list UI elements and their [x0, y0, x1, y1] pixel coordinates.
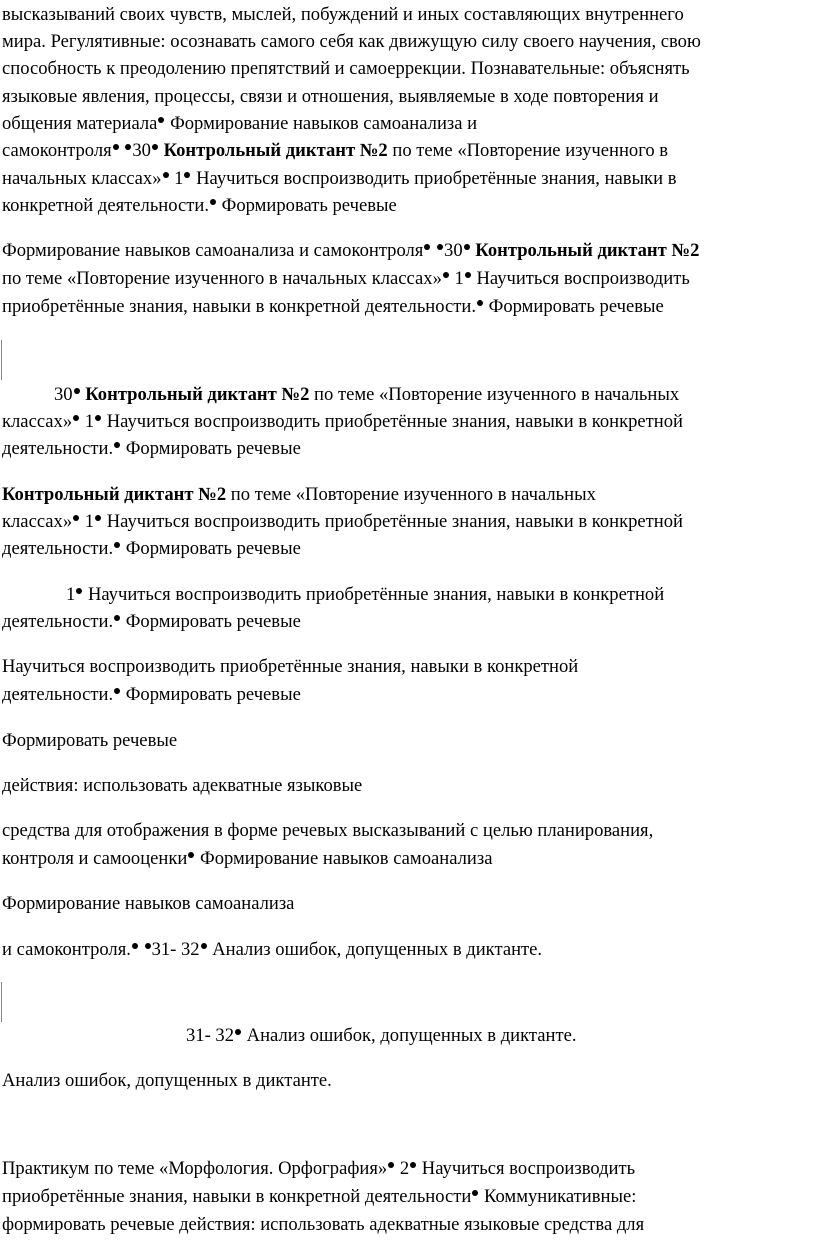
bullet-icon	[158, 117, 164, 123]
text-line	[2, 58, 690, 80]
bold-title: Контрольный диктант №2	[85, 384, 310, 405]
item-number: 1	[66, 584, 76, 605]
text-line	[2, 86, 659, 108]
text-line	[2, 1186, 636, 1208]
text-line	[2, 848, 492, 870]
text-line	[2, 511, 683, 533]
text-line	[66, 584, 664, 606]
text-span: начальных классах»	[2, 168, 162, 189]
text-line	[2, 411, 683, 433]
text-line	[2, 1070, 332, 1092]
bullet-icon	[132, 943, 138, 949]
text-line	[2, 730, 177, 752]
bullet-icon	[472, 1190, 478, 1196]
text-line	[2, 1214, 644, 1236]
text-line	[2, 113, 477, 135]
text-span: деятельности.	[2, 684, 114, 705]
item-number: 1	[169, 168, 184, 189]
text-span: Формирование навыков самоанализа	[195, 848, 493, 869]
text-span: Формировать речевые	[2, 730, 178, 751]
item-number: 1	[449, 268, 464, 289]
text-span: по теме «Повторение изученного в начальных	[309, 384, 680, 405]
bullet-icon	[201, 943, 207, 949]
text-span: Научиться воспроизводить	[471, 268, 690, 289]
text-span: действия: использовать адекватные языковые	[2, 775, 363, 796]
item-number: 1	[80, 511, 95, 532]
text-line	[2, 195, 397, 217]
bullet-icon	[424, 244, 430, 250]
text-span: классах»	[2, 511, 73, 532]
bullet-icon	[410, 1162, 416, 1168]
bullet-icon	[163, 172, 169, 178]
text-span: Научиться воспроизводить приобретённые знания, навыки в конкретной	[83, 584, 665, 605]
bullet-icon	[74, 388, 80, 394]
item-number: 31- 32	[151, 939, 200, 960]
bullet-icon	[145, 943, 151, 949]
item-number: 30	[444, 240, 463, 261]
text-span: Формирование навыков самоанализа и	[165, 113, 478, 134]
text-line	[54, 384, 679, 406]
bullet-icon	[443, 272, 449, 278]
bullet-icon	[114, 442, 120, 448]
bullet-icon	[210, 199, 216, 205]
text-span: Научиться воспроизводить приобретённые знания, навыки в конкретной	[102, 511, 683, 532]
item-number: 31- 32	[186, 1025, 235, 1046]
text-span: высказываний своих чувств, мыслей, побуждений и иных составляющих внутреннего	[2, 4, 684, 25]
bold-title: Контрольный диктант №2	[475, 240, 700, 261]
text-line	[2, 820, 653, 842]
bullet-icon	[184, 172, 190, 178]
text-span: Научиться воспроизводить приобретённые знания, навыки в конкретной	[102, 411, 683, 432]
text-line	[2, 1158, 635, 1180]
bullet-icon	[465, 272, 471, 278]
text-span: способность к преодолению препятствий и самоеррекции. Познавательные: объяснять	[2, 58, 690, 79]
text-span: Формирование навыков самоанализа	[2, 893, 295, 914]
text-line	[2, 775, 362, 797]
bullet-icon	[114, 542, 120, 548]
text-span: Анализ ошибок, допущенных в диктанте.	[2, 1070, 332, 1091]
text-span: Коммуникативные:	[479, 1186, 637, 1207]
text-span: классах»	[2, 411, 73, 432]
bullet-icon	[152, 144, 158, 150]
cell-border	[1, 982, 2, 1022]
text-span: Научиться воспроизводить приобретённые знания, навыки в конкретной	[2, 656, 579, 677]
text-line	[2, 939, 542, 961]
text-line	[2, 268, 690, 290]
text-line	[2, 140, 668, 162]
text-line	[2, 438, 301, 460]
text-line	[2, 611, 301, 633]
text-span: Формировать речевые	[121, 684, 301, 705]
text-line	[2, 296, 664, 318]
text-span: общения материала	[2, 113, 158, 134]
bullet-icon	[95, 415, 101, 421]
text-line	[2, 656, 578, 678]
text-line	[2, 484, 596, 506]
text-line	[2, 893, 294, 915]
item-number: 30	[132, 140, 151, 161]
bullet-icon	[73, 515, 79, 521]
item-number: 30	[54, 384, 73, 405]
bold-title: Контрольный диктант №2	[2, 484, 227, 505]
bullet-icon	[114, 688, 120, 694]
text-span: деятельности.	[2, 438, 114, 459]
text-span: Практикум по теме «Морфология. Орфография»	[2, 1158, 388, 1179]
text-line	[2, 538, 301, 560]
bold-title: Контрольный диктант №2	[163, 140, 388, 161]
text-span: самоконтроля	[2, 140, 112, 161]
text-span: приобретённые знания, навыки в конкретной деятельности.	[2, 296, 476, 317]
text-span: контроля и самооценки	[2, 848, 188, 869]
text-span: деятельности.	[2, 611, 114, 632]
text-span: Формировать речевые	[121, 438, 301, 459]
text-line	[2, 240, 699, 262]
text-line	[186, 1025, 576, 1047]
text-span: Формировать речевые	[484, 296, 664, 317]
bullet-icon	[437, 244, 443, 250]
text-span: формировать речевые действия: использовать адекватные языковые средства для	[2, 1214, 645, 1235]
bullet-icon	[114, 615, 120, 621]
text-line	[2, 31, 701, 53]
text-line	[2, 684, 301, 706]
cell-border	[1, 340, 2, 380]
bullet-icon	[95, 515, 101, 521]
text-span: и самоконтроля.	[2, 939, 131, 960]
item-number: 1	[80, 411, 95, 432]
bullet-icon	[477, 300, 483, 306]
text-span: Формирование навыков самоанализа и самоконтроля	[2, 240, 424, 261]
text-span: Формировать речевые	[216, 195, 397, 216]
bullet-icon	[388, 1162, 394, 1168]
text-span: по теме «Повторение изученного в начальных классах»	[2, 268, 442, 289]
text-span: языковые явления, процессы, связи и отношения, выявляемые в ходе повторения и	[2, 86, 659, 107]
text-span: приобретённые знания, навыки в конкретной деятельности	[2, 1186, 472, 1207]
text-span: по теме «Повторение изученного в	[387, 140, 669, 161]
text-line	[2, 168, 676, 190]
text-line	[2, 4, 684, 26]
text-span: мира. Регулятивные: осознавать самого себя как движущую силу своего научения, свою	[2, 31, 701, 52]
item-number: 2	[395, 1158, 410, 1179]
bullet-icon	[188, 852, 194, 858]
text-span: Формировать речевые	[121, 611, 301, 632]
bullet-icon	[76, 588, 82, 594]
text-span: Научиться воспроизводить приобретённые знания, навыки в	[191, 168, 677, 189]
bullet-icon	[235, 1029, 241, 1035]
text-span: конкретной деятельности.	[2, 195, 209, 216]
text-span: средства для отображения в форме речевых высказываний с целью планирования,	[2, 820, 654, 841]
text-span: Анализ ошибок, допущенных в диктанте.	[242, 1025, 577, 1046]
bullet-icon	[125, 144, 131, 150]
text-span: Анализ ошибок, допущенных в диктанте.	[207, 939, 543, 960]
text-span: Формировать речевые	[121, 538, 301, 559]
bullet-icon	[73, 415, 79, 421]
text-span: Научиться воспроизводить	[417, 1158, 636, 1179]
bullet-icon	[113, 144, 119, 150]
bullet-icon	[464, 244, 470, 250]
text-span: деятельности.	[2, 538, 114, 559]
text-span: по теме «Повторение изученного в начальных	[226, 484, 596, 505]
